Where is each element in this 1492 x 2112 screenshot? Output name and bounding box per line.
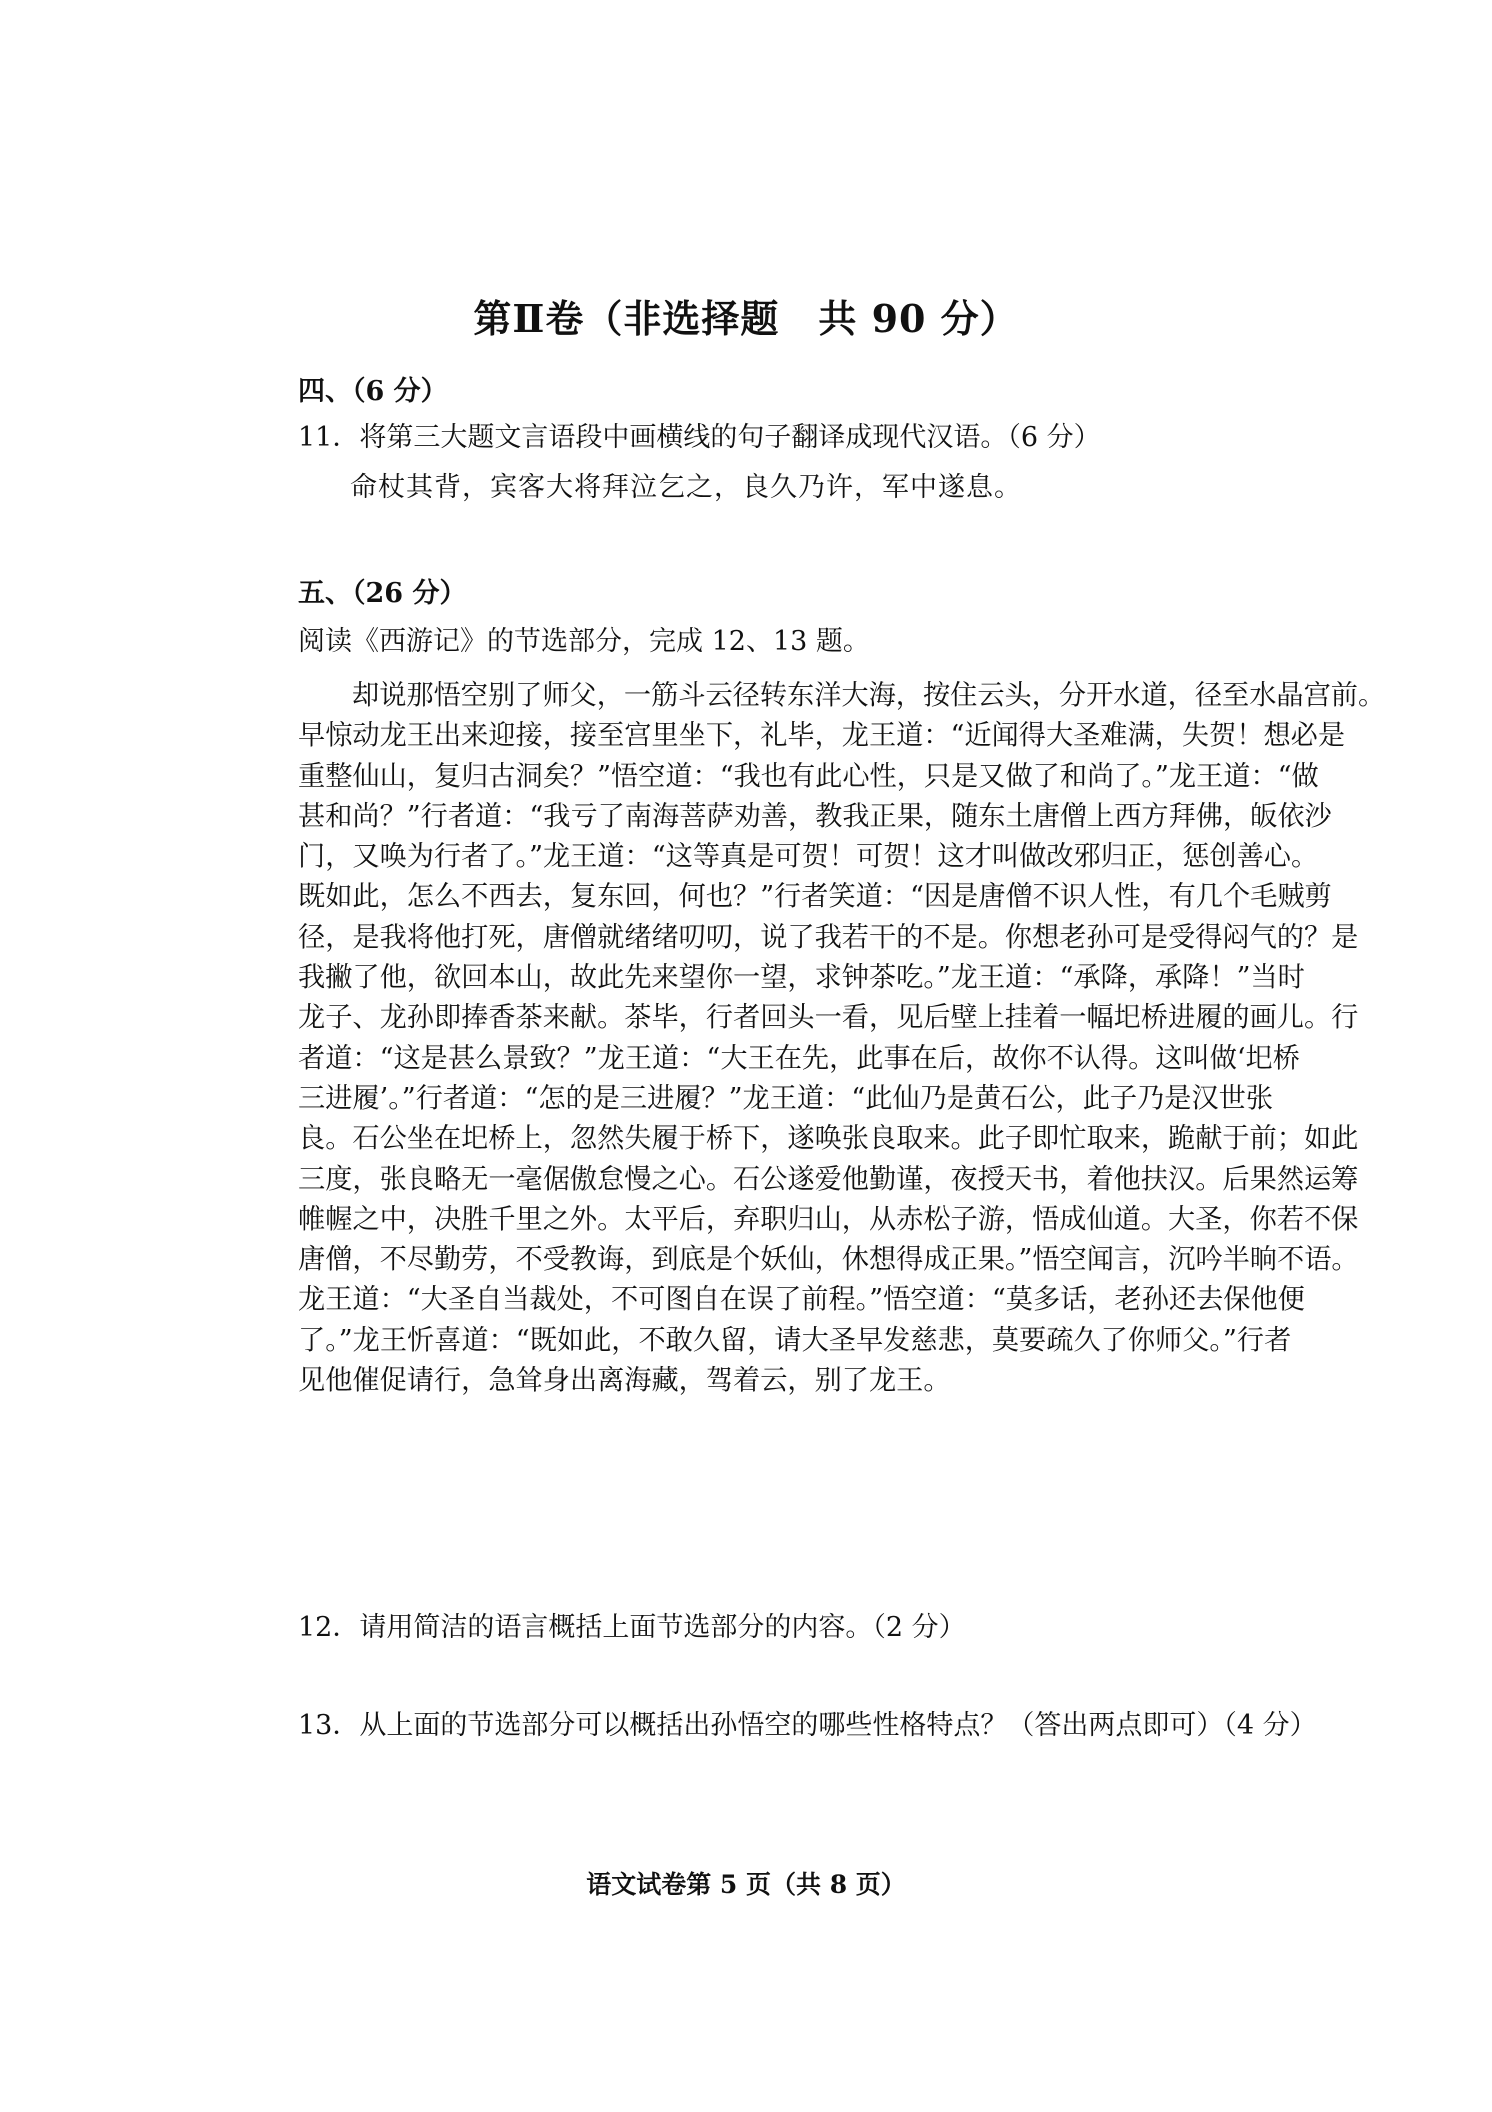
translation-sentence: 命杖其背，宾客大将拜泣乞之，良久乃许，军中遂息。 <box>350 472 1022 503</box>
passage-line: 既如此，怎么不西去，复东回，何也？”行者笑道：“因是唐僧不识人性，有几个毛贼剪 <box>298 881 1332 913</box>
passage-line: 我撇了他，欲回本山，故此先来望你一望，求钟茶吃。”龙王道：“承降，承降！”当时 <box>298 962 1305 994</box>
reading-intro: 阅读《西游记》的节选部分，完成 12、13 题。 <box>298 626 870 657</box>
passage-line: 径，是我将他打死，唐僧就绪绪叨叨，说了我若干的不是。你想老孙可是受得闷气的？是 <box>298 921 1359 953</box>
passage-line: 重整仙山，复归古洞矣？”悟空道：“我也有此心性，只是又做了和尚了。”龙王道：“做 <box>298 760 1319 792</box>
paper-title: 第Ⅱ卷（非选择题 共 90 分） <box>473 296 1019 341</box>
passage-line: 唐僧，不尽勤劳，不受教诲，到底是个妖仙，休想得成正果。”悟空闻言，沉吟半晌不语。 <box>298 1244 1359 1276</box>
question-12: 12．请用简洁的语言概括上面节选部分的内容。（2 分） <box>298 1612 966 1643</box>
passage-line: 三进履’。”行者道：“怎的是三进履？”龙王道：“此仙乃是黄石公，此子乃是汉世张 <box>298 1082 1274 1114</box>
xiyouji-passage <box>298 676 1390 1401</box>
section-four-heading: 四、（6 分） <box>298 376 448 407</box>
passage-line: 了。”龙王忻喜道：“既如此，不敢久留，请大圣早发慈悲，莫要疏久了你师父。”行者 <box>298 1324 1292 1356</box>
passage-line: 者道：“这是甚么景致？”龙王道：“大王在先，此事在后，故你不认得。这叫做‘圯桥 <box>298 1042 1300 1074</box>
passage-line: 龙子、龙孙即捧香茶来献。茶毕，行者回头一看，见后壁上挂着一幅圯桥进履的画儿。行 <box>298 1002 1359 1034</box>
section-five-heading: 五、（26 分） <box>298 578 467 609</box>
passage-line: 甚和尚？”行者道：“我亏了南海菩萨劝善，教我正果，随东土唐僧上西方拜佛，皈依沙 <box>298 800 1332 832</box>
question-11: 11．将第三大题文言语段中画横线的句子翻译成现代汉语。（6 分） <box>298 422 1101 453</box>
passage-line: 帷幄之中，决胜千里之外。太平后，弃职归山，从赤松子游，悟成仙道。大圣，你若不保 <box>298 1203 1359 1235</box>
passage-line: 早惊动龙王出来迎接，接至宫里坐下，礼毕，龙王道：“近闻得大圣难满，失贺！想必是 <box>298 720 1346 752</box>
passage-line: 门，又唤为行者了。”龙王道：“这等真是可贺！可贺！这才叫做改邪归正，惩创善心。 <box>298 841 1319 873</box>
page-footer: 语文试卷第 5 页（共 8 页） <box>586 1870 906 1899</box>
passage-line: 见他催促请行，急耸身出离海藏，驾着云，别了龙王。 <box>298 1365 951 1397</box>
passage-line: 却说那悟空别了师父，一筋斗云径转东洋大海，按住云头，分开水道，径至水晶宫前。 <box>352 680 1386 711</box>
passage-line: 龙王道：“大圣自当裁处，不可图自在误了前程。”悟空道：“莫多话，老孙还去保他便 <box>298 1284 1305 1316</box>
question-13: 13．从上面的节选部分可以概括出孙悟空的哪些性格特点？（答出两点即可）（4 分） <box>298 1710 1317 1741</box>
passage-line: 三度，张良略无一毫倨傲怠慢之心。石公遂爱他勤谨，夜授天书，着他扶汉。后果然运筹 <box>298 1163 1359 1195</box>
passage-line: 良。石公坐在圯桥上，忽然失履于桥下，遂唤张良取来。此子即忙取来，跪献于前；如此 <box>298 1123 1359 1155</box>
